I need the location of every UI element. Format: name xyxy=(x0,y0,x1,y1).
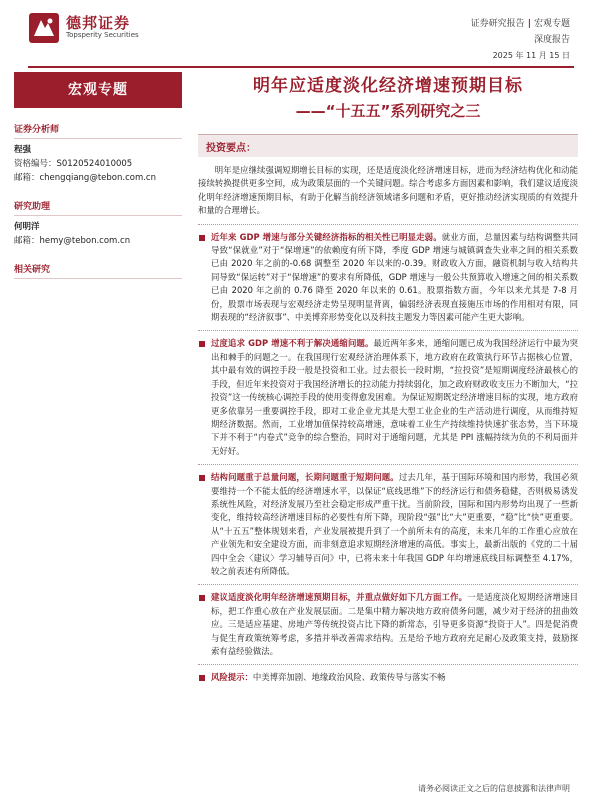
key-point-body: 就业方面，总量因素与结构调整共同导致“保就业”对于“保增速”的依赖度有所下降，季度 GDP 增速与城镇调查失业率之间的相关系数已由 2020 年之前的-0.68 调整至 2020 年以来的-0.39。财政收入方面，融资机制与收入结构共同导致“保运转”对于“保增速”的要求有所降低，GDP 增速与一般公共预算收入增速之间的相关系数已由 2020 年之前的 0.76 降至 2020 年以来的 0.61。股票指数方面，今年以来尤其是 7-8 月份，股票市场表现与宏观经济走势呈现明显背离，偏弱经济表现直接施压市场的作用相对有限，同期表现的“经济叙事”、中美博弈形势变化以及科技主题发力等因素可能产生更大影响。 xyxy=(211,231,579,323)
key-point-body: 最近两年多来，通缩问题已成为我国经济运行中最为突出和棘手的问题之一。在我国现行宏观经济治理体系下，地方政府在政策执行环节占据核心位置，其中最有效的调控手段一般是投资和工业。过去很长一段时期，“拉投资”是短期调度经济最核心的手段，但近年来投资对于我国经济增长的拉动能力持续弱化，加之政府财政收支压力不断加大，“拉投资”这一传统核心调控手段的使用变得愈发困难。为保证短期既定经济增速目标的实现，地方政府更多依靠另一重要调控手段，即对工业企业尤其是大型工业企业的生产活动进行调度，从而维持短期经济数据。然而，工业增加值保持较高增速，意味着工业生产持续维持快速扩张态势，当下环境下并不利于“内卷式”竞争的综合整治，同时对于通缩问题，尤其是 PPI 涨幅持续为负的不利局面并无好好。 xyxy=(211,338,579,456)
bullet-square-icon xyxy=(199,341,205,347)
bullet-square-icon xyxy=(199,235,205,241)
assistant-info xyxy=(14,220,182,248)
report-type: 证券研究报告 xyxy=(470,19,525,29)
investment-points-label: 投资要点： xyxy=(206,143,256,154)
key-point xyxy=(198,231,578,325)
analyst-info xyxy=(14,143,182,185)
risk-warning xyxy=(198,671,578,684)
report-subtype: 深度报告 xyxy=(533,35,570,45)
report-type-block xyxy=(471,16,570,48)
report-date: 2025 年 11 月 15 日 xyxy=(492,51,570,60)
bullet-square-icon xyxy=(199,595,205,601)
brand-name-en: Topsperity Securities xyxy=(66,31,139,40)
legal-disclaimer: 请务必阅读正文之后的信息披露和法律声明 xyxy=(418,784,570,793)
report-title-sub: ——“十五五”系列研究之三 xyxy=(295,102,481,120)
report-type-separator: | xyxy=(527,19,531,29)
dotted-divider xyxy=(198,464,578,465)
dotted-divider xyxy=(198,584,578,585)
key-point-lead: 近年来 GDP 增速与部分关键经济指标的相关性已明显走弱。 xyxy=(211,231,442,242)
brand-name: 德邦证券 xyxy=(66,14,131,33)
report-title xyxy=(198,74,578,122)
summary-paragraph: 明年是应继续强调短期增长目标的实现，还是适度淡化经济增速目标，进而为经济结构优化和动能接续转换提供更多空间，成为政策层面的一个关键问题。综合考虑多方面因素和影响，我们建议适度淡化明年经济增速预期目标，有助于化解当前经济领域诸多问题和矛盾，更好推动经济实现质的有效提升和量的合理增长。 xyxy=(198,165,578,216)
report-body xyxy=(198,164,578,691)
brand-logo-icon xyxy=(28,12,60,44)
dotted-divider xyxy=(198,330,578,331)
key-point-body: 过去几年，基于国际环境和国内形势，我国必须要维持一个不能太低的经济增速水平，以保证“底线思维”下的经济运行和债务稳健，否则极易诱发系统性风险，对经济发展乃至社会稳定形成严重干扰。当前阶段，国际和国内形势均出现了一些新变化，维持较高经济增速目标的必要性有所下降，现阶段“强”比“大”更重要，“稳”比“快”更重要。从“十五五”整体规划来看，产业发展被提升到了一个前所未有的高度，未来几年的工作重心应放在产业领先和安全建设方面，而非刻意追求短期经济增速的高低。事实上，最新出版的《党的二十届四中全会〈建议〉学习辅导百问》中，已将未来十年我国 GDP 年均增速底线目标调整至 4.17%，较之前表述有所降低。 xyxy=(211,472,579,576)
risk-warning-body: 中美博弈加剧、地缘政治风险、政策传导与落实不畅 xyxy=(252,672,446,683)
assistant-email[interactable]: 邮箱：hemy@tebon.com.cn xyxy=(14,236,131,246)
risk-warning-lead: 风险提示： xyxy=(211,672,253,683)
topic-tag: 宏观专题 xyxy=(14,72,182,108)
analyst-name: 程强 xyxy=(14,145,32,155)
key-point-body: 一是适度淡化短期经济增速目标，把工作重心放在产业发展层面。二是集中精力解决地方政府债务问题，减少对于经济的扭曲效应。三是适应基建、房地产等传统投资占比下降的新常态，引导更多资源“投资于人”。四是促消费与促生育政策统筹考虑，多措并举改善需求结构。五是给予地方政府充足耐心及政策支持，鼓励探索有益经验做法。 xyxy=(211,592,579,656)
analyst-cert: 资格编号：S0120524010005 xyxy=(14,159,133,169)
key-point xyxy=(198,591,578,658)
dotted-divider xyxy=(198,664,578,665)
bullet-square-icon xyxy=(199,675,205,681)
key-point-lead: 建议适度淡化明年经济增速预期目标，并重点做好如下几方面工作。 xyxy=(211,592,468,603)
assistant-heading: 研究助理 xyxy=(14,199,182,216)
report-category: 宏观专题 xyxy=(533,19,570,29)
key-point xyxy=(198,337,578,458)
key-point-lead: 结构问题重于总量问题，长期问题重于短期问题。 xyxy=(211,472,399,483)
analyst-heading: 证券分析师 xyxy=(14,122,182,139)
key-point xyxy=(198,471,578,578)
assistant-name: 何明洋 xyxy=(14,222,40,232)
dotted-divider xyxy=(198,224,578,225)
sidebar xyxy=(14,72,182,279)
brand-logo xyxy=(28,12,139,44)
analyst-email[interactable]: 邮箱：chengqiang@tebon.com.cn xyxy=(14,173,156,183)
key-point-lead: 过度追求 GDP 增速不利于解决通缩问题。 xyxy=(211,338,374,349)
investment-points-bar xyxy=(198,134,578,157)
related-research-heading: 相关研究 xyxy=(14,262,182,279)
bullet-square-icon xyxy=(199,475,205,481)
header-divider xyxy=(28,66,574,68)
report-title-main: 明年应适度淡化经济增速预期目标 xyxy=(253,76,523,96)
